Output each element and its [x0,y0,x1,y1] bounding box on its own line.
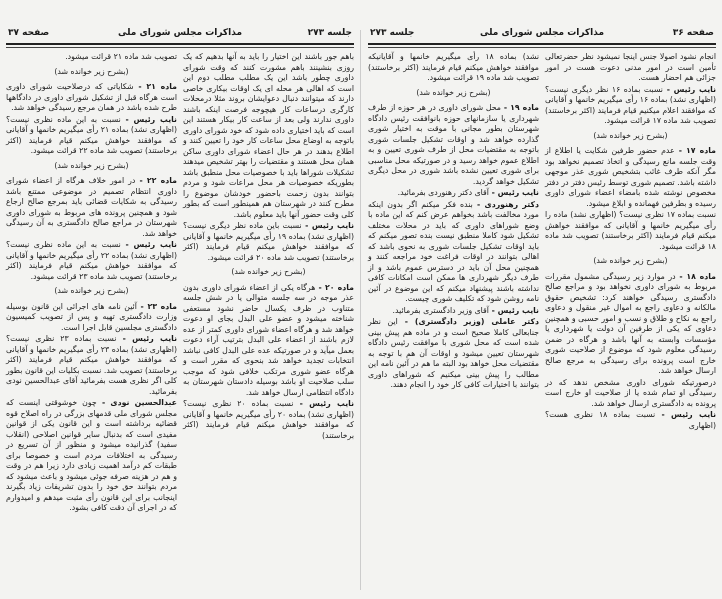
paragraph [6,302,177,334]
text-column-left [368,52,539,392]
speaker-or-article-label: دکتر عاملی (وزیر دادگستری) - [397,317,540,326]
speaker-or-article-label: ماده ۲۱ - [133,82,177,91]
page-number: صفحه ۳۶ [672,28,714,38]
paragraph-text: آئین نامه های اجرائی این قانون بوسیله وزارت دادگستری تهیه و پس از تصویب کمیسیون دادگستری مجلسین قابل اجرا است. [6,301,177,332]
paragraph-text: (بشرح زیر خوانده شد) [593,130,668,140]
paragraph [6,115,177,157]
paragraph [183,52,354,220]
header-rule [6,43,354,45]
speaker-or-article-label: ماده ۱۹ - [500,103,539,112]
reading-note [6,67,177,78]
paragraph-text: در موارد زیر رسیدگی مشمول مقررات مربوط به شورای داوری نخواهد بود و مراجع صالح دادگستری رسیدگی خواهند کرد: تشخیص حقوق مالکانه و دعاوی راجع به اموال غیر منقول و دعاوی راجع به نکاح و طلاق و نسب و امور حسبی و همچنین دعاوی که یکی از طرفین آن دولت یا شهرداری یا مؤسسات وابسته به آنها باشد و هرگاه در ضمن رسیدگی معلوم شود که موضوع از صلاحیت شوری خارج است پرونده برای رسیدگی به مرجع صالح ارسال خواهد شد. [545,271,716,375]
paragraph [368,52,539,84]
paragraph-text: تصویب شد ماده ۲۱ قرائت میشود. [65,52,177,61]
speaker-or-article-label: نایب رئیس - [655,410,716,419]
speaker-or-article-label: نایب رئیس - [488,188,539,197]
journal-title: مذاکرات مجلس شورای ملی [479,28,605,38]
paragraph [545,52,716,84]
reading-note [368,88,539,99]
paragraph-text: در امور خلاف هرگاه از اعضاء شورای داوری انتظام تصمیم در موضوعی ممتنع باشد رسیدگی به شکایات قضائی باید بمرجع صالح ارجاع شود و همچنین پرونده های مربوط به شورای داوری شهرستان در مراجع صالح دادگستری به آن رسیدگی خواهد شد. [6,176,177,238]
paragraph [6,176,177,239]
paragraph [545,410,716,431]
paragraph-text: آقای دکتر رهنوردی بفرمائید. [397,188,489,197]
paragraph-text: این نظر جنابعالی کاملا صحیح است و در ماده هم پیش بینی شده است که محل شوری با موافقت رئیس دادگاه شهرستان تعیین میشود و اوقات آن هم با توجه به مقتضیات محل خواهد بود البته ما هم در آئین نامه این مطالب را پیش بینی میکنیم که شوراهای داوری بتوانند با اختیارات کافی کار خود را انجام دهند. [368,317,539,389]
paragraph-text: محل شورای داوری در هر حوزه از طرف شهرداری یا سازمانهای حوزه بانوافقت رئیس دادگاه شهرستان بطور مجانی با موقت به اختیار شوری گذارده خواهد شد و اوقات تشکیل جلسات شوری باتوجه به مقتضیات محل از طرف شوری تعیین و به اطلاع عموم خواهد رسید و در صورتیکه محل مناسبی برای شوری تعیین نشده باشد شوری در محل دیگری تشکیل خواهد گردید. [368,103,539,186]
paragraph [545,210,716,252]
paragraph [545,85,716,127]
speaker-or-article-label: ماده ۱۸ - [675,271,716,281]
paragraph [183,283,354,399]
running-header [368,28,716,42]
paragraph [368,103,539,187]
paragraph [545,378,716,410]
paragraph [183,399,354,441]
journal-title: مذاکرات مجلس شورای ملی [117,28,243,38]
text-column-right [183,52,354,442]
paragraph-text: (بشرح زیر خوانده شد) [54,160,129,170]
speaker-or-article-label: نایب رئیس - [116,334,177,343]
session-number: جلسه ۲۷۳ [307,28,352,38]
paragraph [6,334,177,397]
header-rule-thin [6,47,354,48]
speaker-or-article-label: نایب رئیس - [293,399,354,408]
reading-note [6,161,177,172]
paragraph [6,82,177,114]
paragraph [368,188,539,199]
speaker-or-article-label: نایب رئیس - [488,305,539,315]
paragraph-text: آقای وزیر دادگستری بفرمائید. [392,305,489,315]
paragraph-text: باهم جور باشند این اختیار را باید به آنها بدهیم که یک روزی بنشینند باهم مشورت کنند که وقت شورای داوری چطور باشد این یک مطلب مطلب دوم این است که اهالی هر محله ای یک اوقات بیکاری خاصی دارند که میتوانند دنبال دعوایشان بروند مثلا درمحلات کارگری درساعات کار هیچوجه فرصت اینکه باشند داوری ندارند ولی بعد از ساعت کار بیکار هستند این است که باید اختیاری داده شود که خود شورای داوری باتوجه به اوضاع محل ساعات کار خود را تعیین کنند و اطلاع بدهند در هر حال اعضاء شورای داوری ساکن همان محل هستند و مقتضیات را بهتر تشخیص میدهند تشکیلات شوراها باید با خصوصیات محل منطبق باشد بطوریکه خصوصیات هر محل مراعات شود و مردم بتوانند بدون زحمت باحضور خودشان موضوع را مطرح کنند در شهرستان هم همینطور است که بطور کلی وقت حضور آنها باید معلوم باشد. [183,52,354,219]
paragraph-text: شکایاتی که درصلاحیت شورای داوری است هرگاه قبل از تشکیل شورای داوری در دادگاهها طرح شده باشد در همان مرجع رسیدگی خواهد شد. [6,82,177,112]
paragraph-text: نسبت به این ماده نظری نیست؟ (اظهاری نشد) بماده ۲۲ رأی میگیریم خانمها و آقایانی که موافقند خواهش میکنم قیام فرمایند (اکثر برخاستند) تصویب شد ماده ۲۳ قرائت میشود. [6,240,177,281]
paragraph-text: نسبت بماده ۲۰ نظری نیست؟ (اظهاری نشد) بماده ۲۰ رأی میگیریم خانمها و آقایانی که موافقند خواهش میکنم قیام فرمایند (اکثر برخاستند) [183,399,354,440]
paragraph-text: چون خوشوقتی اینست که مجلس شورای ملی قدمهای بزرگی در راه اصلاح قوه قضائیه برداشته است و این قانون یکی از قوانین مفیدی است که بدنبال سایر قوانین اصلاحی (انقلاب سفید) گذرانیده میشود و منظور از آن تسریع در رسیدگی به اختلافات مردم است و خصوصا برای طبقات کم درآمد اهمیت زیادی دارد زیرا هم در وقت و هم در هزینه صرفه جوئی میشود و باعث میشود که مردم بتوانند حق خود را بدون تشریفات زیاد بگیرند اینجانب برای این قانون رأی مثبت میدهم و امیدوارم که در اجرای آن دقت کافی بشود. [6,398,177,512]
header-rule [368,43,716,45]
reading-note [6,286,177,297]
paragraph [545,146,716,209]
header-rule-thin [368,47,716,48]
speaker-or-article-label: نایب رئیس - [301,221,354,230]
speaker-or-article-label: نایب رئیس - [120,114,177,124]
paragraph [368,306,539,317]
speaker-or-article-label: عبدالحسین نودی - [96,398,177,407]
paragraph-text: نسبت به این ماده نظری نیست؟ (اظهاری نشد) بماده ۲۱ رأی میگیریم خانمها و آقایانی که موافقند خواهش میکنم قیام فرمایند (اکثر برخاستند) تصویب شد ماده ۲۲ قرائت میشود. [6,114,177,155]
reading-note [545,131,716,142]
page-gutter [360,30,361,590]
paragraph [6,240,177,282]
paragraph [6,398,177,514]
paragraph-text: بنده فکر میکنم اگر بدون اینکه مورد مخالفت باشد بخواهم عرض کنم که این ماده با وضع شوراهای داوری که باید در محلات مختلف تشکیل شود کاملا منطبق نیست بنده تصور میکنم که باید اوقات تشکیل جلسات شوری به نحوی باشد که اهالی بتوانند در اوقات فراغت خود مراجعه کنند و همچنین محل آن باید در دسترس عموم باشد و از طرف دیگر شهرداری ها ممکن است امکانات کافی نداشته باشند پیشنهاد میکنم که این موضوع در آئین نامه روشن شود که تکلیف شوری چیست. [368,199,539,303]
speaker-or-article-label: ماده ۲۰ - [315,282,354,292]
speaker-or-article-label: ماده ۱۷ - [674,146,716,155]
page-number: صفحه ۳۷ [8,28,50,38]
paragraph-text: (بشرح زیر خوانده شد) [416,87,491,97]
paragraph [183,221,354,263]
reading-note [545,256,716,267]
paragraph-text: نسبت بماده ۱۸ نظری هست؟ (اظهاری [545,410,716,430]
paragraph-text: انجام نشود اصولا جنس اینجا نمیشود نظر حضرتعالی تأمین است در امور مدنی دعوت هست در امور جزائی هم احضار هست. [545,52,716,82]
running-header [6,28,354,42]
paragraph-text: درصورتیکه شورای داوری مشخص ندهد که در رسیدگی او تمام شده یا از صلاحیت او خارج است پرونده به دادگستری ارسال خواهد شد. [545,377,716,408]
paragraph-text: (بشرح زیر خوانده شد) [54,66,129,76]
reading-note [183,267,354,278]
paragraph-text: نشد) بماده ۱۸ رأی میگیریم خانمها و آقایانیکه موافقند خواهش میکنم قیام فرمایند (اکثر برخاستند) تصویب شد ماده ۱۹ قرائت میشود. [368,52,539,82]
speaker-or-article-label: نایب رئیس - [120,240,177,249]
paragraph-text: نسبت باین ماده نظر دیگری نیست؟ (اظهاری نشد) بماده ۱۹ رأی میگیریم خانمها و آقایانی که موافقند خواهش میکنم قیام فرمایند (اکثر برخاستند) تصویب شد ماده ۲۰ قرائت میشود. [183,221,354,262]
paragraph-text: نسبت بماده ۲۳ نظری نیست؟ (اظهاری نشد) بماده ۲۳ رأی میگیریم خانمها و آقایانی که موافقند خواهش میکنم قیام فرمایند (اکثر برخاستند) تصویب شد. نسبت بکلیات این قانون بطور کلی اگر نظری هست بفرمائید آقای عبدالحسین نودی بفرمائید. [6,334,177,396]
paragraph [368,317,539,391]
text-column-left [6,52,177,515]
speaker-or-article-label: ماده ۲۲ - [135,176,177,185]
paragraph [368,200,539,305]
paragraph-text: نسبت بماده ۱۷ نظری نیست؟ (اظهاری نشد) ماده را رأی میگیریم خانمها و آقایانی که موافقند خواهش میکنم قیام فرمایند (اکثر برخاستند) تصویب شد ماده ۱۸ قرائت میشود. [545,210,716,251]
speaker-or-article-label: ماده ۲۳ - [136,301,177,311]
paragraph-text: (بشرح زیر خوانده شد) [54,286,129,295]
speaker-or-article-label: دکتر رهنوردی - [472,199,539,209]
paragraph-text: عدم حضور طرفین شکایت یا اطلاع از وقت جلسه مانع رسیدگی و اتخاذ تصمیم نخواهد بود مگر آنکه طرف غائب بتشخیص شوری عذر موجهی داشته باشد. تصمیم شوری توسط رئیس دفتر در دفتر مخصوص نوشته شده بامضاء اعضاء شورای داوری رسیده و بطرفین فهمانده و ابلاغ میشود. [545,146,716,208]
paragraph [545,272,716,377]
paragraph [6,52,177,63]
speaker-or-article-label: نایب رئیس - [662,84,716,94]
paragraph-text: (بشرح زیر خوانده شد) [593,256,668,265]
session-number: جلسه ۲۷۳ [370,28,415,38]
paragraph-text: هرگاه یکی از اعضاء شورای داوری بدون عذر موجه در سه جلسه متوالی یا در شش جلسه متناوب در ظرف یکسال حاضر نشود مستعفی شناخته میشود و عضو علی البدل بجای او دعوت خواهد شد و هرگاه اعضاء شورای داوری کمتر از عده لازم باشند از اعضاء علی البدل بترتیب آراء دعوت بعمل میآید و در صورتیکه عده علی البدل کافی نباشد انتخابات تجدید خواهد شد بنحوی که مقرر است و هرگاه عضو شوری مرتکب خلافی شود که موجب سلب صلاحیت او باشد بوسیله دادستان شهرستان به دادگاه انتظامی ارسال خواهد شد. [183,282,354,397]
text-column-right [545,52,716,432]
paragraph-text: (بشرح زیر خوانده شد) [231,267,306,276]
paragraph-text: نسبت بماده ۱۶ نظر دیگری نیست؟ (اظهاری نشد) بماده ۱۶ رأی میگیریم خانمها و آقایانی که موافقند اعلام میکنیم قیام فرمایند (اکثر برخاستند) تصویب شد ماده ۱۷ قرائت میشود. [545,84,716,125]
